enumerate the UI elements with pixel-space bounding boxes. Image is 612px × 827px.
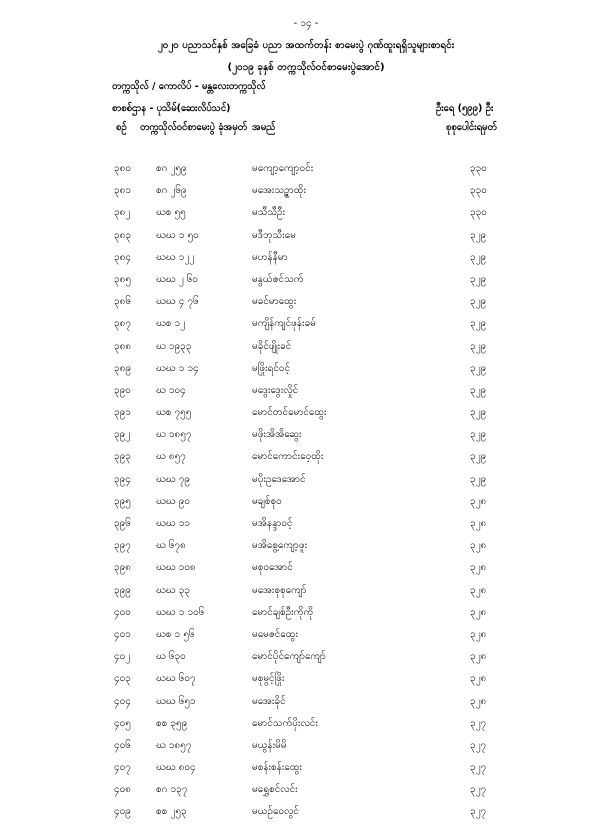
row-number: ၃၉၅	[114, 495, 131, 507]
roll-number: ဃစ ၁ ၅၆	[156, 628, 195, 640]
table-row	[0, 804, 612, 826]
table-row	[0, 272, 612, 294]
roll-number: ဃဃ ၃၃	[156, 584, 190, 596]
table-row	[0, 605, 612, 627]
table-row	[0, 449, 612, 471]
student-name: မဖြိုးရင်ဝင့်	[252, 362, 291, 374]
total-score: ၃၂၉	[470, 340, 487, 352]
exam-center-line: စာစစ်ဌာန - ပုသိမ်(ဆေးလိပ်သင်)	[112, 103, 231, 114]
total-score: ၃၂၈	[470, 540, 487, 552]
table-row	[0, 427, 612, 449]
total-score: ၃၂၈	[470, 584, 487, 596]
table-row	[0, 716, 612, 738]
total-score: ၃၃၀	[470, 207, 487, 219]
student-name: မခင်မာထွေး	[252, 296, 297, 308]
student-name: မောင်သက်ပိုးလင်း	[252, 717, 318, 729]
student-name: မကျိန်ကျင်ဖုန်းခမ်	[252, 318, 316, 330]
row-number: ၄၀၀	[114, 606, 131, 618]
student-name: မစုမွင့်ဖြိုး	[252, 673, 285, 685]
table-row	[0, 494, 612, 516]
row-number: ၃၈၇	[114, 318, 131, 330]
total-score: ၃၂၉	[470, 451, 487, 463]
student-name: မအိစွေ့ကျော့ဖူး	[252, 540, 308, 552]
student-name: မဟန်နီမာ	[252, 251, 288, 263]
total-score: ၃၂၇	[470, 739, 487, 751]
table-row	[0, 583, 612, 605]
total-score: ၃၂၉	[470, 229, 487, 241]
roll-number: ဃဃ ၉၀	[156, 495, 190, 507]
roll-number: ဃ ၆၃၀	[156, 651, 186, 663]
roll-number: ဃဃ ၁၀၈	[156, 562, 196, 574]
roll-number: ဃ ၁၈၅၇	[156, 429, 192, 441]
total-score: ၃၂၇	[470, 784, 487, 796]
row-number: ၃၈၆	[114, 296, 131, 308]
results-table	[0, 161, 612, 827]
total-score: ၃၂၈	[470, 673, 487, 685]
total-score: ၃၂၇	[470, 762, 487, 774]
table-row	[0, 760, 612, 782]
total-score: ၃၃၀	[470, 163, 487, 174]
student-name: မကျော့ကျော့ဝင်း	[252, 163, 314, 174]
roll-number: ဃဃ ၁၁	[156, 518, 190, 529]
total-score: ၃၃၀	[470, 185, 487, 197]
table-row	[0, 738, 612, 760]
student-name: မရွှေစင်လင်း	[252, 784, 298, 796]
student-name: မအေးခိုင်	[252, 695, 286, 707]
row-number: ၃၉၆	[114, 518, 131, 529]
roll-number: စဂ ၂၅၉	[156, 163, 187, 174]
roll-number: စဂ ၂၆၉	[156, 185, 187, 197]
page-number: - ၁၄ -	[293, 18, 319, 29]
student-name: မချစ်စုဝ	[252, 495, 282, 507]
university-line: တက္ကသိုလ် / ကောလိပ် - မန္တလေးတက္ကသိုလ်	[112, 81, 266, 92]
roll-number: ဃစ ၅၅	[156, 207, 186, 219]
student-name: မစန်းစန်းထွေး	[252, 762, 303, 774]
total-score: ၃၂၉	[470, 384, 487, 396]
student-name: မခိုင်ဖျိုးခင်	[252, 340, 292, 352]
total-score: ၃၂၉	[470, 407, 487, 419]
table-row	[0, 472, 612, 494]
total-score: ၃၂၉	[470, 362, 487, 374]
roll-number: ဃ ၁၈၅၇	[156, 739, 192, 751]
table-row	[0, 383, 612, 405]
row-number: ၄၀၃	[114, 673, 131, 685]
student-name: မဒီဘုသီးမေ	[252, 229, 296, 241]
column-header-no: စဉ်	[116, 122, 127, 133]
row-number: ၄၀၄	[114, 695, 131, 707]
roll-number: ဃဃ ၈၀၄	[156, 762, 196, 774]
row-number: ၃၉၂	[114, 429, 131, 441]
total-score: ၃၂၈	[470, 562, 487, 574]
row-number: ၃၈၈	[114, 340, 132, 352]
total-score: ၃၂၈	[470, 518, 487, 529]
total-score: ၃၂၉	[470, 273, 487, 285]
table-row	[0, 671, 612, 693]
row-number: ၄၀၅	[114, 717, 131, 729]
row-number: ၄၀၇	[114, 762, 131, 774]
total-score: ၃၂၈	[470, 651, 487, 663]
student-name: မအေးသဉ္ဇာထိုး	[252, 185, 307, 197]
total-score: ၃၂၉	[470, 296, 487, 308]
row-number: ၄၀၂	[114, 651, 131, 663]
table-row	[0, 339, 612, 361]
column-header-roll: တက္ကသိုလ်ဝင်စာမေးပွဲ ခုံအမှတ်	[140, 122, 247, 133]
roll-number: ဃဃ ၁ ၁၀၆	[156, 606, 205, 618]
table-row	[0, 228, 612, 250]
row-number: ၄၀၉	[114, 806, 131, 818]
roll-number: ဃဃ ၁၂၂	[156, 251, 195, 263]
table-row	[0, 782, 612, 804]
table-row	[0, 627, 612, 649]
total-score: ၃၂၉	[470, 251, 487, 263]
student-name: မပိုးဥဒေအောင်	[252, 473, 306, 485]
table-row	[0, 538, 612, 560]
total-score: ၃၂၉	[470, 473, 487, 485]
roll-number: ဃဃ ၂ ၆၀	[156, 273, 199, 285]
row-number: ၄၀၁	[114, 628, 131, 640]
table-row	[0, 294, 612, 316]
row-number: ၃၉၇	[114, 540, 131, 552]
row-number: ၃၉၀	[114, 384, 131, 396]
total-score: ၃၂၈	[470, 606, 487, 618]
total-score: ၃၂၈	[470, 628, 487, 640]
table-row	[0, 161, 612, 183]
row-number: ၃၈၃	[114, 229, 131, 241]
roll-number: ဃ ၆၇၈	[156, 540, 186, 552]
student-name: မနွယ်ဇင်သက်	[252, 273, 304, 285]
roll-number: ဃဃ ၄ ၇၆	[156, 296, 199, 308]
student-name: မဒွေးဒွေးလှိုင်	[252, 384, 299, 396]
row-number: ၃၈၁	[114, 185, 131, 197]
table-row	[0, 183, 612, 205]
row-number: ၃၈၅	[114, 273, 131, 285]
total-score: ၃၂၈	[470, 495, 487, 507]
student-name: မောင်ချစ်ဦးကိုကို	[252, 606, 314, 618]
roll-number: ဃဃ ၆၀၇	[156, 673, 196, 685]
roll-number: ဃ ၁၉၃၃	[156, 340, 192, 352]
total-score: ၃၂၇	[470, 717, 487, 729]
column-header-name: အမည်	[252, 122, 276, 133]
roll-number: ဃဃ ၇၉	[156, 473, 190, 485]
row-number: ၄၀၆	[114, 739, 131, 751]
row-number: ၄၀၈	[114, 784, 131, 796]
table-row	[0, 694, 612, 716]
roll-number: ဃ ၈၅၇	[156, 451, 186, 463]
row-number: ၃၈၂	[114, 207, 131, 219]
total-count-label: ဦးရေ (၅၉၉) ဦး	[436, 103, 494, 114]
student-name: မမေဇင်ထွေး	[252, 628, 298, 640]
student-name: မယဉ်ဝေလွင်	[252, 806, 299, 818]
student-name: မယွန်းမိမိ	[252, 739, 287, 751]
roll-number: ဃဃ ၆၅၁	[156, 695, 196, 707]
roll-number: စဂ ၁၃၇	[156, 784, 188, 796]
document-title: ၂၀၂၀ ပညာသင်နှစ် အခြေခံ ပညာ အထက်တန်း စာမေးပွဲ ဂုဏ်ထူးရရှိသူများစာရင်း	[157, 40, 455, 51]
row-number: ၃၉၁	[114, 407, 131, 419]
student-name: မအိနန္ဒာဝင့်	[252, 518, 293, 529]
student-name: မောင်ကောင်းဝေ့ထိုး	[252, 451, 324, 463]
table-row	[0, 250, 612, 272]
roll-number: ဃဃ ၁ ၁၄	[156, 362, 199, 374]
table-row	[0, 405, 612, 427]
row-number: ၃၉၈	[114, 562, 131, 574]
roll-number: စစ ၃၅၉	[156, 717, 188, 729]
document-subtitle: (၂၀၁၉ ခုနှစ် တက္ကသိုလ်ဝင်စာမေးပွဲအောင်)	[227, 62, 385, 73]
total-score: ၃၂၇	[470, 806, 487, 818]
roll-number: စစ ၂၅၃	[156, 806, 187, 818]
table-row	[0, 649, 612, 671]
student-name: မဖိုးအိအိဆွေး	[252, 429, 302, 441]
total-score: ၃၂၉	[470, 318, 487, 330]
row-number: ၃၉၃	[114, 451, 131, 463]
table-row	[0, 516, 612, 538]
roll-number: ဃဃ ၁ ၅၀	[156, 229, 199, 241]
total-score: ၃၂၈	[470, 695, 487, 707]
roll-number: ဃစ ၁၂	[156, 318, 186, 330]
table-row	[0, 316, 612, 338]
student-name: မစုဝအောင်	[252, 562, 293, 574]
student-name: မသီသီဦး	[252, 207, 286, 219]
total-score: ၃၂၉	[470, 429, 487, 441]
roll-number: ဃ ၁၀၄	[156, 384, 186, 396]
table-row	[0, 205, 612, 227]
table-row	[0, 361, 612, 383]
roll-number: ဃစ ၇၅၅	[156, 407, 192, 419]
student-name: မောင်ပိုင်ကျော်ကျော်	[252, 651, 326, 663]
row-number: ၃၉၉	[114, 584, 131, 596]
table-row	[0, 560, 612, 582]
student-name: မအေးစုစုကျော်	[252, 584, 307, 596]
row-number: ၃၈၄	[114, 251, 131, 263]
student-name: မောင်တင်မောင်ထွေး	[252, 407, 327, 419]
row-number: ၃၈၀	[114, 163, 131, 174]
row-number: ၃၈၉	[114, 362, 131, 374]
column-header-total: စုစုပေါင်းရမှတ်	[446, 122, 497, 133]
row-number: ၃၉၄	[114, 473, 131, 485]
